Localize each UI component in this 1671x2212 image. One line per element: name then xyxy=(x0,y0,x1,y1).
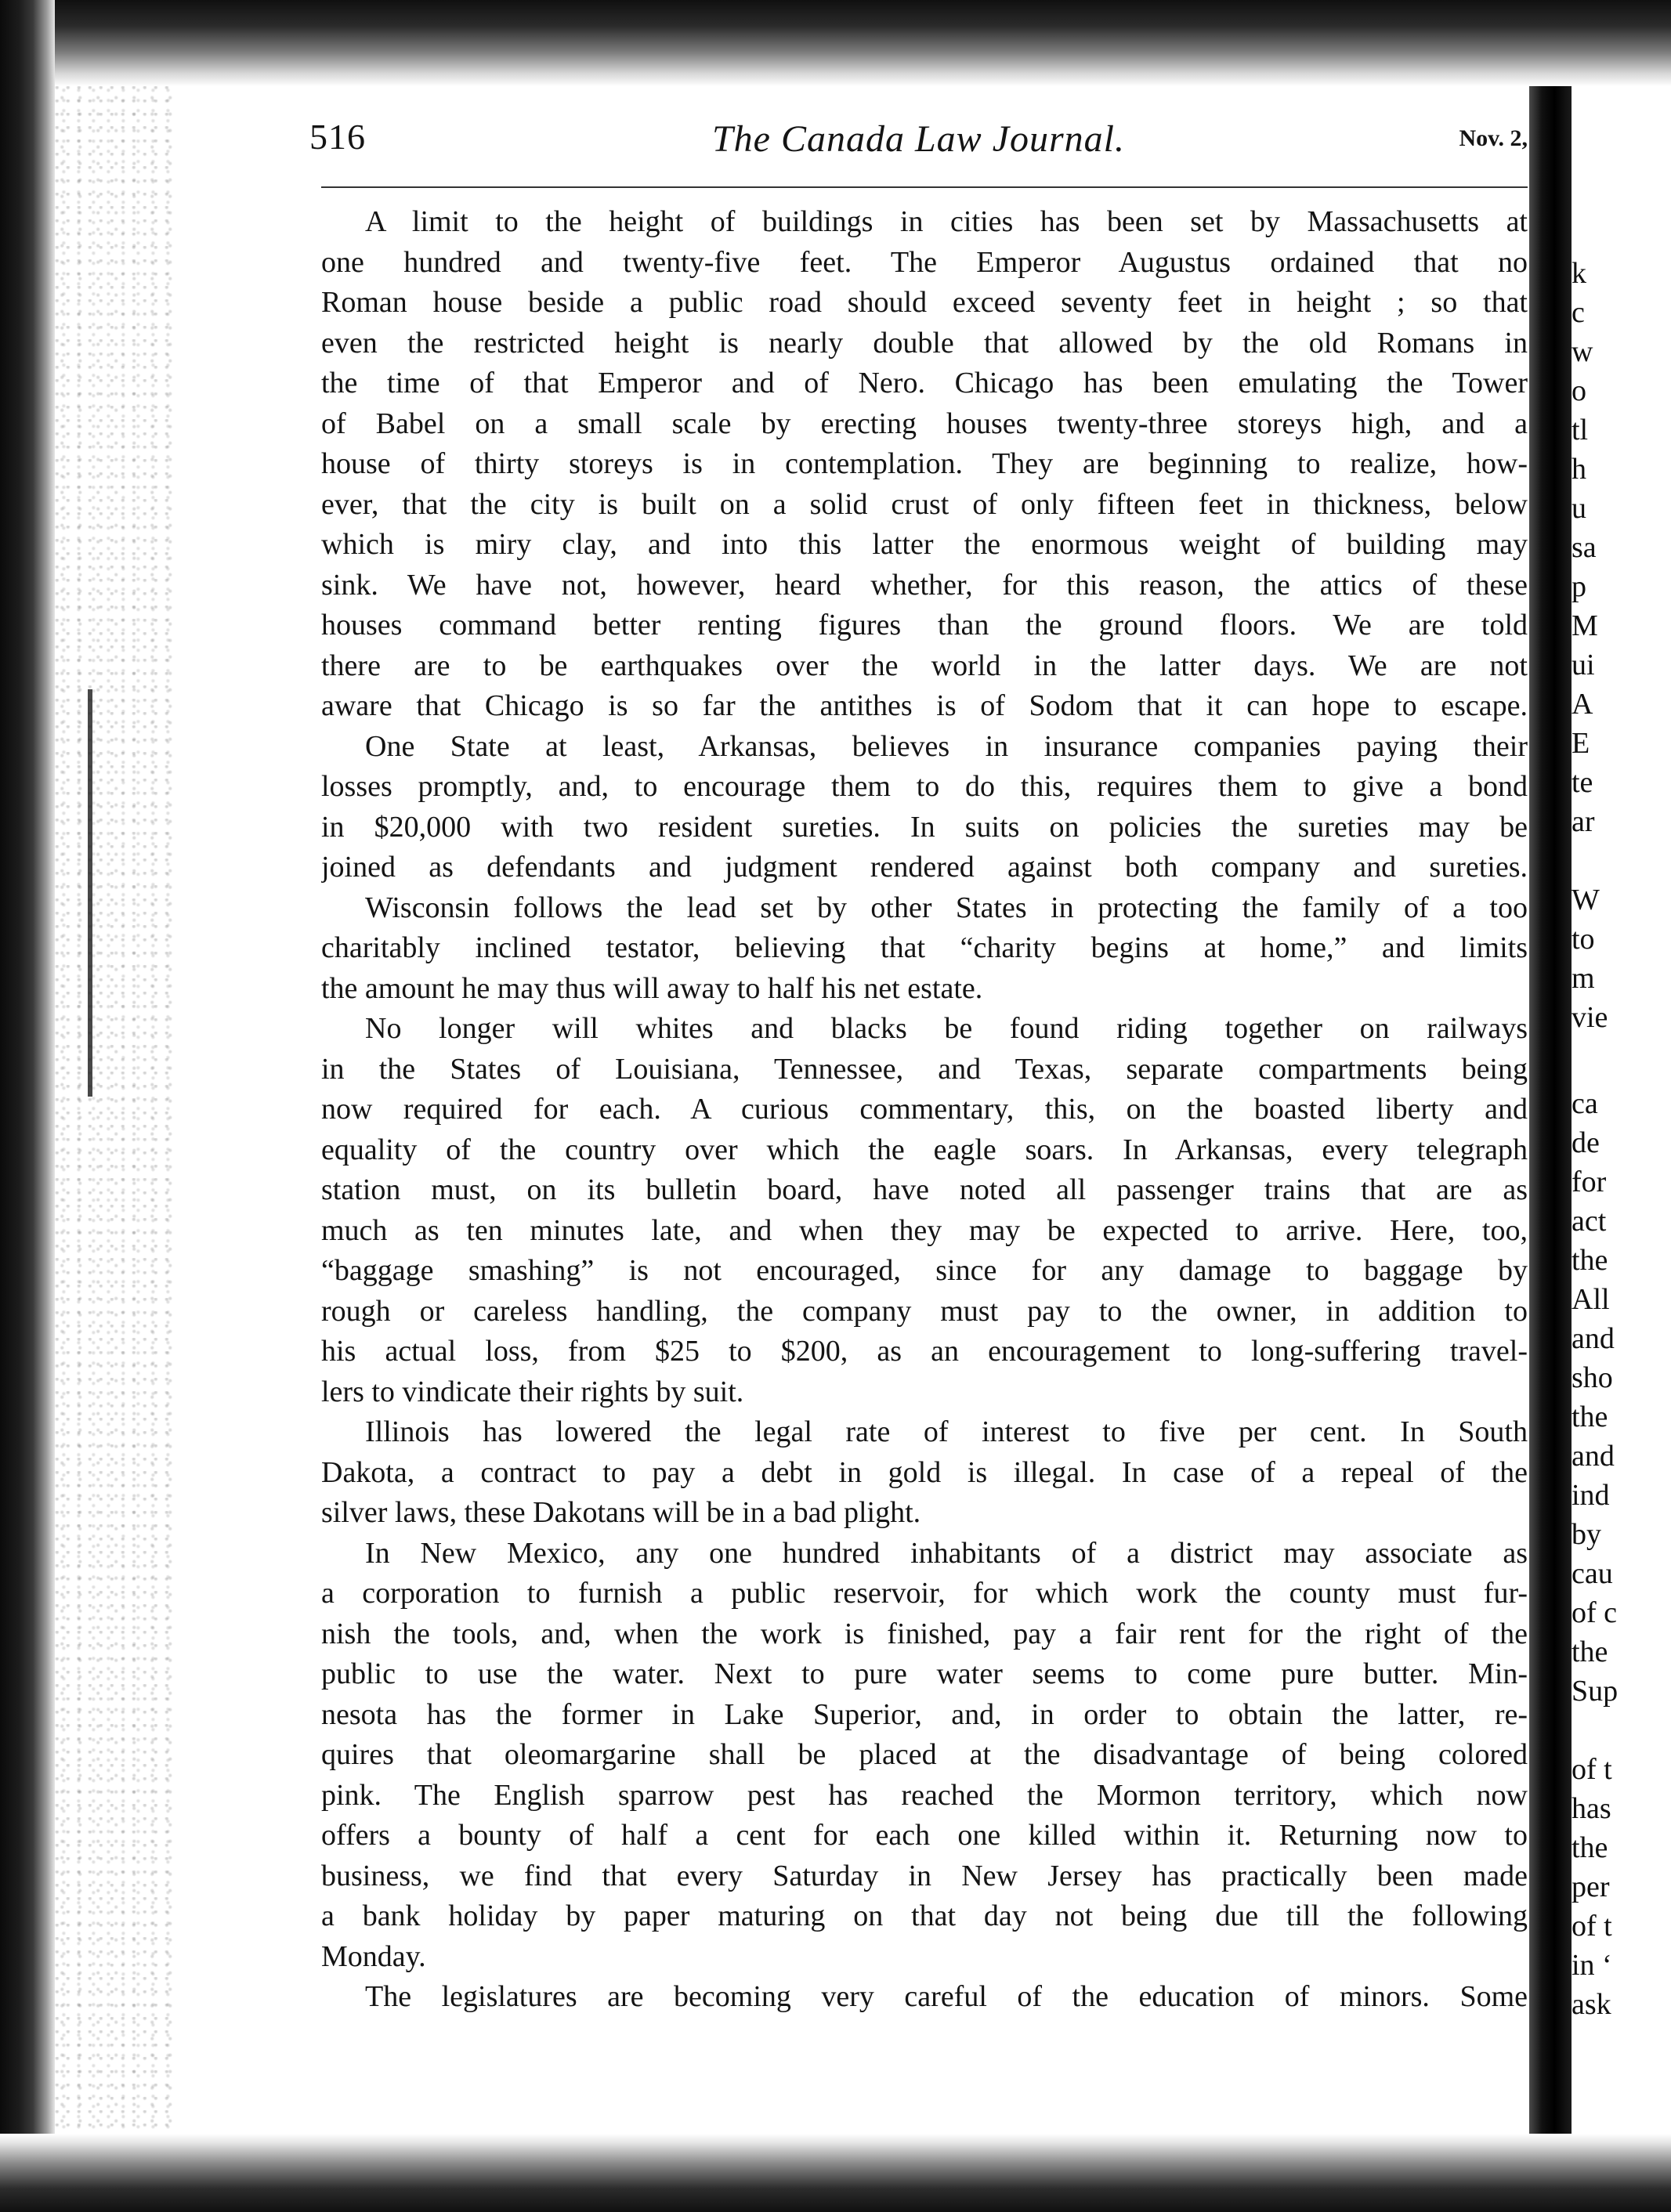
text-line: business, we find that every Saturday in New Jersey has practically been made xyxy=(321,1859,1528,1892)
text-line: a corporation to furnish a public reservoir, for which work the county must fur- xyxy=(321,1577,1528,1610)
text-line: silver laws, these Dakotans will be in a bad plight. xyxy=(321,1496,921,1529)
text-line: public to use the water. Next to pure water seems to come pure butter. Min- xyxy=(321,1657,1528,1690)
scan-border-bottom xyxy=(0,2134,1671,2212)
facing-page-edge xyxy=(1572,86,1671,2134)
facing-page-fragment: p xyxy=(1572,570,1586,603)
text-line: quires that oleomargarine shall be placed at the disadvantage of being colored xyxy=(321,1738,1528,1771)
text-line: rough or careless handling, the company must pay to the owner, in addition to xyxy=(321,1294,1528,1328)
facing-page-fragment: W xyxy=(1572,884,1600,916)
facing-page-fragment: h xyxy=(1572,453,1586,486)
facing-page-fragment: of t xyxy=(1572,1753,1612,1786)
text-line: houses command better renting figures than the ground floors. We are told xyxy=(321,609,1528,642)
issue-date: Nov. 2, xyxy=(1459,125,1528,151)
text-line: much as ten minutes late, and when they may be expected to arrive. Here, too, xyxy=(321,1213,1528,1247)
text-line: joined as defendants and judgment rendered against both company and sureties. xyxy=(321,851,1528,884)
text-line: In New Mexico, any one hundred inhabitants of a district may associate as xyxy=(365,1536,1528,1570)
text-line: of Babel on a small scale by erecting houses twenty-three storeys high, and a xyxy=(321,407,1528,440)
facing-page-fragment: cau xyxy=(1572,1557,1613,1590)
text-line: Roman house beside a public road should exceed seventy feet in height ; so that xyxy=(321,286,1528,319)
text-line: A limit to the height of buildings in cities has been set by Massachusetts at xyxy=(365,205,1528,238)
running-title: The Canada Law Journal. xyxy=(711,118,1126,160)
facing-page-fragment: for xyxy=(1572,1166,1607,1198)
page-number: 516 xyxy=(309,117,366,157)
text-line: in the States of Louisiana, Tennessee, and Texas, separate compartments being xyxy=(321,1052,1528,1086)
facing-page-fragment: sa xyxy=(1572,531,1597,564)
facing-page-fragment: de xyxy=(1572,1126,1600,1159)
text-line: station must, on its bulletin board, have noted all passenger trains that are as xyxy=(321,1173,1528,1206)
scan-speckle xyxy=(55,86,172,2134)
facing-page-fragment: o xyxy=(1572,374,1586,407)
facing-page-fragment: E xyxy=(1572,727,1590,760)
scan-border-left xyxy=(0,0,55,2212)
text-line: losses promptly, and, to encourage them to do this, requires them to give a bond xyxy=(321,770,1528,803)
facing-page-fragment: the xyxy=(1572,1636,1608,1668)
facing-page-fragment: act xyxy=(1572,1205,1607,1238)
facing-page-fragment: c xyxy=(1572,296,1585,329)
text-line: a bank holiday by paper maturing on that day not being due till the following xyxy=(321,1899,1528,1932)
text-line: The legislatures are becoming very careful of the education of minors. Some xyxy=(365,1980,1528,2013)
text-line: sink. We have not, however, heard whether, for this reason, the attics of these xyxy=(321,568,1528,602)
facing-page-fragment: tl xyxy=(1572,414,1589,446)
facing-page-fragment: by xyxy=(1572,1518,1601,1551)
text-line: Wisconsin follows the lead set by other States in protecting the family of a too xyxy=(365,891,1528,924)
page-header xyxy=(309,116,1528,171)
scan-border-top xyxy=(0,0,1671,86)
text-line: which is miry clay, and into this latter the enormous weight of building may xyxy=(321,528,1528,561)
text-line: ever, that the city is built on a solid crust of only fifteen feet in thickness, below xyxy=(321,487,1528,521)
facing-page-fragment: of t xyxy=(1572,1910,1612,1943)
facing-page-fragment: of c xyxy=(1572,1596,1618,1629)
text-line: One State at least, Arkansas, believes in insurance companies paying their xyxy=(365,729,1528,763)
facing-page-fragment: All xyxy=(1572,1283,1610,1316)
text-line: house of thirty storeys is in contemplation. They are beginning to realize, how- xyxy=(321,447,1528,480)
facing-page-fragment: ca xyxy=(1572,1087,1598,1120)
facing-page-fragment: A xyxy=(1572,688,1593,721)
facing-page-fragment: the xyxy=(1572,1401,1608,1433)
facing-page-fragment: m xyxy=(1572,962,1595,995)
facing-page-fragment: k xyxy=(1572,257,1586,290)
facing-page-fragment: w xyxy=(1572,335,1593,368)
facing-page-fragment: the xyxy=(1572,1831,1608,1864)
facing-page-fragment: and xyxy=(1572,1440,1615,1473)
text-line: his actual loss, from $25 to $200, as an encouragement to long-suffering travel- xyxy=(321,1335,1528,1368)
text-line: charitably inclined testator, believing that “charity begins at home,” and limits xyxy=(321,931,1528,964)
facing-page-fragment: and xyxy=(1572,1322,1615,1355)
text-line: Illinois has lowered the legal rate of interest to five per cent. In South xyxy=(365,1415,1528,1448)
text-line: lers to vindicate their rights by suit. xyxy=(321,1375,744,1408)
facing-page-fragment: per xyxy=(1572,1870,1610,1903)
header-rule xyxy=(321,186,1528,188)
article-body xyxy=(321,202,1528,2018)
facing-page-fragment: u xyxy=(1572,492,1586,525)
text-line: equality of the country over which the eagle soars. In Arkansas, every telegraph xyxy=(321,1133,1528,1166)
text-line: No longer will whites and blacks be found riding together on railways xyxy=(365,1012,1528,1045)
text-line: Dakota, a contract to pay a debt in gold is illegal. In case of a repeal of the xyxy=(321,1455,1528,1489)
facing-page-fragment: ind xyxy=(1572,1479,1610,1512)
facing-page-fragment: the xyxy=(1572,1244,1608,1277)
facing-page-fragment: ui xyxy=(1572,649,1595,681)
facing-page-fragment: vie xyxy=(1572,1001,1608,1034)
binding-mark xyxy=(88,689,92,1097)
text-line: the time of that Emperor and of Nero. Chicago has been emulating the Tower xyxy=(321,367,1528,399)
facing-page-fragment: has xyxy=(1572,1792,1611,1825)
facing-page-fragment: M xyxy=(1572,609,1598,642)
text-line: nish the tools, and, when the work is finished, pay a fair rent for the right of the xyxy=(321,1617,1528,1650)
text-line: now required for each. A curious commentary, this, on the boasted liberty and xyxy=(321,1093,1528,1126)
facing-page-fragment: ask xyxy=(1572,1988,1611,2021)
text-line: one hundred and twenty-five feet. The Emperor Augustus ordained that no xyxy=(321,245,1528,279)
text-line: even the restricted height is nearly double that allowed by the old Romans in xyxy=(321,326,1528,360)
text-line: “baggage smashing” is not encouraged, since for any damage to baggage by xyxy=(321,1254,1528,1287)
text-line: aware that Chicago is so far the antithes is of Sodom that it can hope to escape. xyxy=(321,689,1528,722)
text-line: offers a bounty of half a cent for each one killed within it. Returning now to xyxy=(321,1819,1528,1852)
text-line: there are to be earthquakes over the world in the latter days. We are not xyxy=(321,649,1528,682)
text-line: Monday. xyxy=(321,1939,426,1973)
page-gutter xyxy=(1529,86,1572,2134)
facing-page-fragment: Sup xyxy=(1572,1675,1619,1708)
text-line: nesota has the former in Lake Superior, and, in order to obtain the latter, re- xyxy=(321,1697,1528,1731)
facing-page-fragment: te xyxy=(1572,766,1593,799)
text-line: in $20,000 with two resident sureties. In suits on policies the sureties may be xyxy=(321,810,1528,844)
facing-page-fragment: to xyxy=(1572,923,1595,956)
facing-page-fragment: ar xyxy=(1572,805,1595,838)
facing-page-fragment: in ‘ xyxy=(1572,1949,1612,1982)
facing-page-fragment: sho xyxy=(1572,1361,1613,1394)
text-line: the amount he may thus will away to half his net estate. xyxy=(321,971,983,1005)
text-line: pink. The English sparrow pest has reached the Mormon territory, which now xyxy=(321,1778,1528,1812)
